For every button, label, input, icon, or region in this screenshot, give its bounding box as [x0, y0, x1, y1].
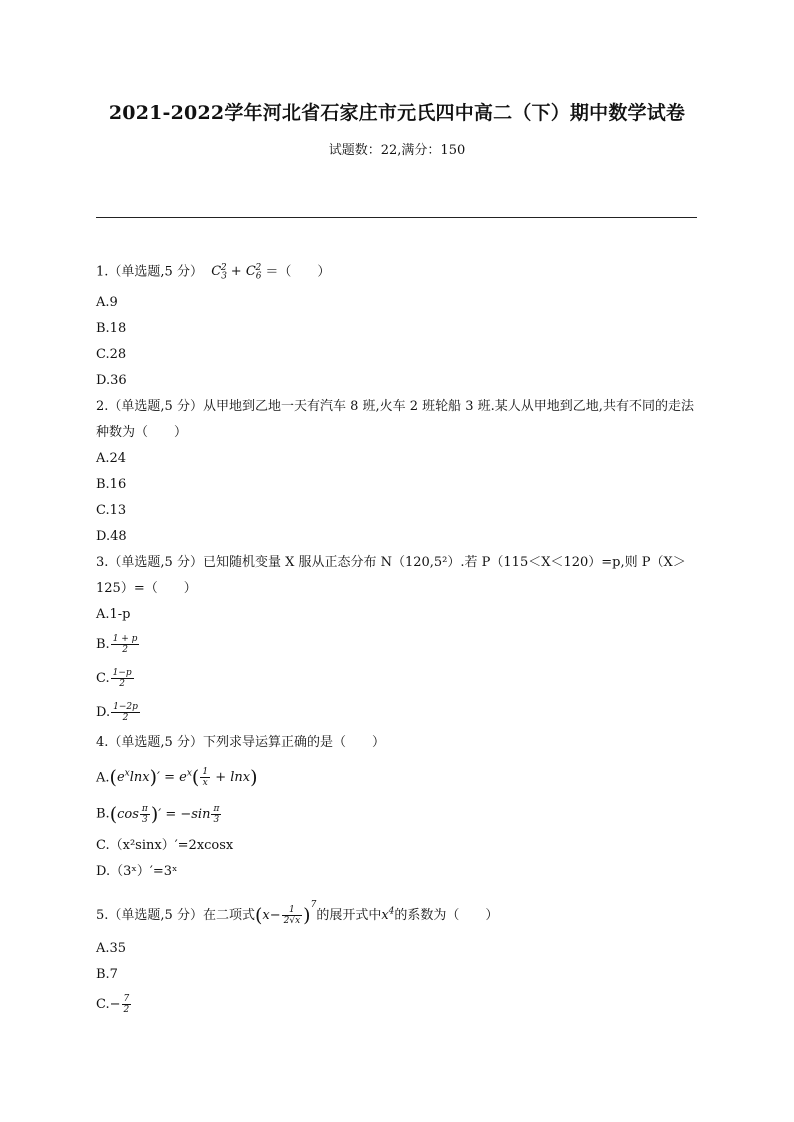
question-1-option-c[interactable]: C.28: [96, 346, 127, 362]
question-2-stem: 2.（单选题,5 分）从甲地到乙地一天有汽车 8 班,火车 2 班轮船 3 班.某人从甲地到乙地,共有不同的走法种数为（ ）: [96, 398, 694, 440]
fraction-denominator: 2: [122, 644, 128, 655]
fraction: [111, 634, 140, 655]
question-3-option-d[interactable]: [96, 696, 700, 730]
question-1-tail: ＝（ ）: [265, 264, 331, 280]
question-1-option-b[interactable]: B.18: [96, 320, 127, 336]
option-label: C.: [96, 837, 110, 853]
question-4-option-b[interactable]: [96, 796, 700, 833]
question-2-option-b[interactable]: B.16: [96, 476, 127, 492]
option-label: C.: [96, 670, 110, 686]
option-label: A.: [96, 770, 110, 786]
option-label: B.: [96, 636, 110, 652]
question-list: [96, 255, 700, 1022]
fraction-denominator: 2: [122, 712, 129, 723]
question-1-prefix: 1.（单选题,5 分）: [96, 264, 203, 280]
question-5-stem: [96, 885, 700, 936]
question-2-option-c[interactable]: C.13: [96, 502, 127, 518]
question-5-tail: 的系数为（ ）: [394, 907, 499, 923]
formula-neg-7-2: − $\frac{7}{2}$: [109, 993, 130, 1015]
fraction-denominator: 2: [119, 678, 125, 689]
formula-b: (cos $\frac{\pi}{3}$ )′ = −sin $\frac{\pi}{3}$: [109, 803, 220, 826]
question-2-option-a[interactable]: A.24: [96, 450, 127, 466]
fraction: [111, 668, 134, 689]
question-3-option-a[interactable]: A.1-p: [96, 606, 131, 622]
question-1-option-d[interactable]: D.36: [96, 372, 127, 388]
fraction: [111, 702, 140, 723]
question-3-option-b[interactable]: [96, 628, 700, 662]
question-5-option-a[interactable]: A.35: [96, 940, 127, 956]
formula-c: （x²sinx）′=2xcosx: [109, 837, 234, 853]
question-5-option-b[interactable]: B.7: [96, 966, 118, 982]
option-label: D.: [96, 704, 111, 720]
formula-a: $(e^x\ln x)' = e^x$( $\frac{1}{x}$ + lnx): [109, 766, 258, 789]
formula-d: （3ˣ）′=3ˣ: [110, 863, 178, 879]
binomial-formula: (x− $\frac{1}{2√x}$ )$^7$: [254, 899, 317, 927]
question-5-prefix: 5.（单选题,5 分）在二项式: [96, 907, 255, 923]
question-3-stem: 3.（单选题,5 分）已知随机变量 X 服从正态分布 N（120,5²）.若 P（115＜X＜120）=p,则 P（X＞125）=（ ）: [96, 554, 686, 596]
question-5-option-c[interactable]: [96, 988, 700, 1022]
option-label: D.: [96, 863, 111, 879]
question-4-option-c[interactable]: [96, 833, 700, 859]
term-x4: $x^4$: [381, 906, 395, 923]
fraction-numerator: 1−2p: [113, 701, 138, 712]
question-1-stem: [96, 255, 700, 290]
question-4-option-d[interactable]: [96, 859, 700, 885]
option-label: B.: [96, 806, 110, 822]
exam-subtitle: 试题数：22,满分：150: [328, 143, 466, 158]
question-1-option-a[interactable]: A.9: [96, 294, 118, 310]
question-4-stem: 4.（单选题,5 分）下列求导运算正确的是（ ）: [96, 734, 385, 750]
question-5-middle: 的展开式中: [316, 907, 382, 923]
option-label: C.: [96, 996, 110, 1012]
question-2-option-d[interactable]: D.48: [96, 528, 127, 544]
divider-line: [96, 217, 697, 218]
fraction-numerator: 1 + p: [112, 633, 138, 644]
question-4-option-a[interactable]: [96, 756, 700, 796]
exam-title: 2021-2022学年河北省石家庄市元氏四中高二（下）期中数学试卷: [108, 102, 686, 124]
question-3-option-c[interactable]: [96, 662, 700, 696]
question-1-formula: $C_3^2 + C_6^2$: [207, 263, 262, 282]
fraction-numerator: 1−p: [112, 667, 132, 678]
